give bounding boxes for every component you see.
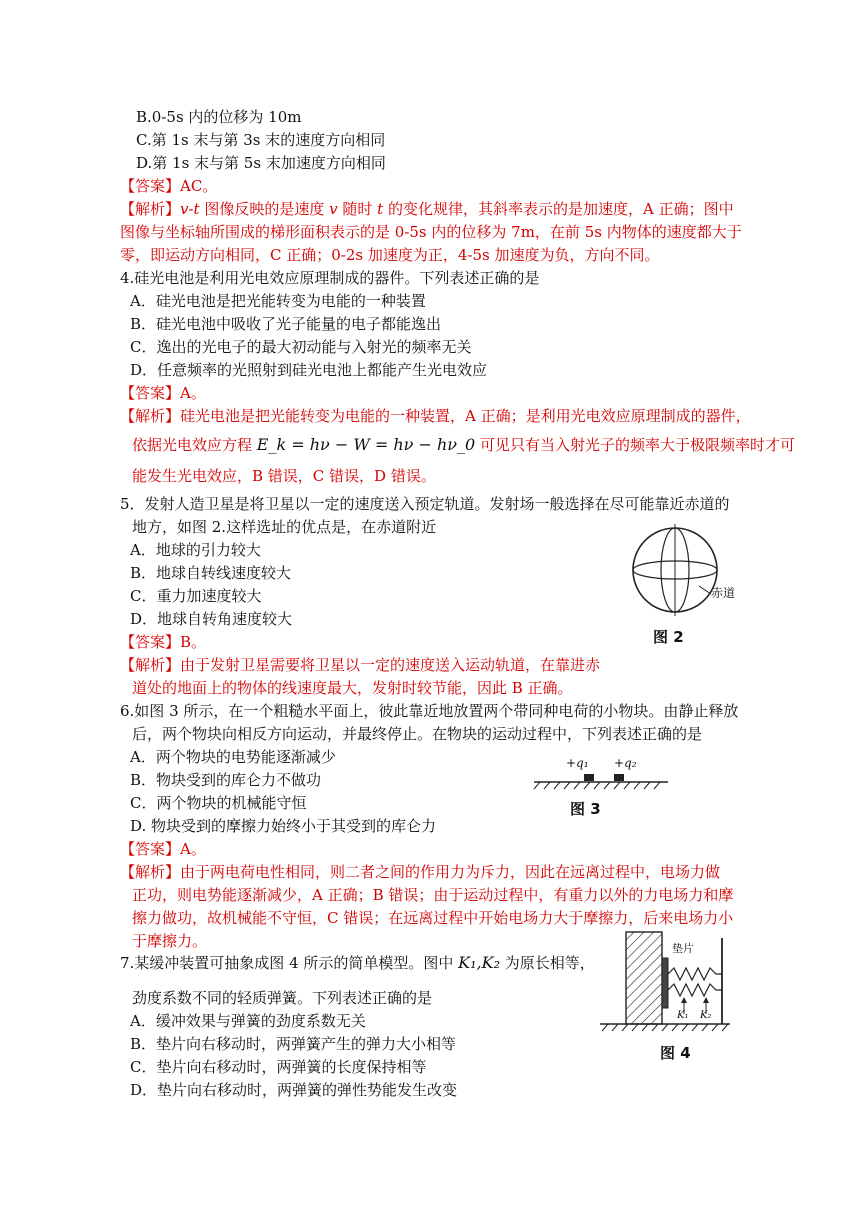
pad-label: 垫片 [672,942,694,955]
text-run: 为原长相等， [500,954,595,972]
figure-2-caption: 图 2 [653,628,684,646]
explanation-label: 【解析】 [120,200,181,218]
q6-option-b: B．物块受到的库仑力不做功 [130,771,322,789]
q6-answer: 【答案】A。 [120,840,206,858]
figure-3 [532,756,672,826]
q3-option-d: D.第 1s 末与第 5s 末加速度方向相同 [136,154,386,172]
q7-stem-line-1 [120,950,595,976]
q6-explanation-line-4: 于摩擦力。 [132,932,208,950]
text-run: 可见只有当入射光子的频率大于极限频率时才可 [475,436,795,454]
q7-option-b: B．垫片向右移动时，两弹簧产生的弹力大小相等 [130,1035,457,1053]
q5-explanation-line-1 [120,654,600,676]
q5-answer: 【答案】B。 [120,633,207,651]
q3-explanation-line-2: 图像与坐标轴所围成的梯形面积表示的是 0-5s 内的位移为 7m，在前 5s 内物体的速度都大于 [120,223,742,241]
q5-option-a: A．地球的引力较大 [130,541,261,559]
q3-answer: 【答案】AC。 [120,177,218,195]
text-run: 的变化规律，其斜率表示的是加速度，A 正确；图中 [383,200,734,218]
q5-stem-line-1: 5．发射人造卫星是将卫星以一定的速度送入预定轨道。发射场一般选择在尽可能靠近赤道的 [120,495,730,513]
q3-option-b: B.0-5s 内的位移为 10m [136,108,302,126]
springs-symbol: K₁,K₂ [458,953,500,972]
q6-stem-line-2: 后，两个物块向相反方向运动，并最终停止。在物块的运动过程中，下列表述正确的是 [132,725,703,743]
q4-option-d: D．任意频率的光照射到硅光电池上都能产生光电效应 [130,361,488,379]
text-run: 硅光电池是把光能转变为电能的一种装置，A 正确；是利用光电效应原理制成的器件， [180,407,751,425]
figure-3-caption: 图 3 [570,800,601,818]
q3-explanation-line-3: 零，即运动方向相同，C 正确；0-2s 加速度为正，4-5s 加速度为负，方向不同。 [120,246,660,264]
q4-option-b: B．硅光电池中吸收了光子能量的电子都能逸出 [130,315,442,333]
q6-option-a: A．两个物块的电势能逐渐减少 [130,748,336,766]
text-run: 由于两电荷电性相同，则二者之间的作用力为斥力，因此在远离过程中，电场力做 [180,863,721,881]
q7-option-c: C．垫片向右移动时，两弹簧的长度保持相等 [130,1058,427,1076]
q5-option-c: C．重力加速度较大 [130,587,262,605]
figure-4 [598,928,738,1068]
photoelectric-equation: E_k = hν − W = hν − hν_0 [256,435,476,454]
q4-option-a: A．硅光电池是把光能转变为电能的一种装置 [130,292,426,310]
var-v: v [329,200,338,218]
q5-option-d: D．地球自转角速度较大 [130,610,293,628]
q5-stem-line-2: 地方，如图 2.这样选址的优点是，在赤道附近 [132,518,437,536]
text-run: 7.某缓冲装置可抽象成图 4 所示的简单模型。图中 [120,954,459,972]
q6-explanation-line-1 [120,861,720,883]
text-run: 图像反映的是速度 [199,200,330,218]
vt-term: v-t [180,200,200,218]
figure-4-caption: 图 4 [660,1044,691,1062]
explanation-label: 【解析】 [120,863,181,881]
q7-option-a: A．缓冲效果与弹簧的劲度系数无关 [130,1012,366,1030]
q6-stem-line-1: 6.如图 3 所示，在一个粗糙水平面上，彼此靠近地放置两个带同种电荷的小物块。由静止释放 [120,702,739,720]
spring-k1-label: K₁ [677,1010,689,1021]
q4-explanation-line-2 [132,432,795,458]
charges-diagram [532,756,672,826]
q6-explanation-line-3: 擦力做功，故机械能不守恒，C 错误；在远离过程中开始电场力大于摩擦力，后来电场力小 [132,909,734,927]
text-run: 由于发射卫星需要将卫星以一定的速度送入运动轨道，在靠进赤 [180,656,601,674]
q4-answer: 【答案】A。 [120,384,206,402]
q3-explanation-line-1 [120,198,734,220]
q6-option-d: D. 物块受到的摩擦力始终小于其受到的库仑力 [130,817,437,835]
charge-q2-label: +q₂ [614,756,637,770]
charge-q1-label: +q₁ [566,756,589,770]
q4-option-c: C．逸出的光电子的最大初动能与入射光的频率无关 [130,338,472,356]
text-run: 依据光电效应方程 [132,436,257,454]
q6-explanation-line-2: 正功，则电势能逐渐减少，A 正确；B 错误；由于运动过程中，有重力以外的力电场力和摩 [132,886,734,904]
figure-2 [625,522,745,652]
explanation-label: 【解析】 [120,656,181,674]
q5-option-b: B．地球自转线速度较大 [130,564,292,582]
explanation-label: 【解析】 [120,407,181,425]
q4-explanation-line-1 [120,405,751,427]
spring-k2-label: K₂ [700,1010,712,1021]
text-run: 随时 [337,200,378,218]
q4-stem: 4.硅光电池是利用光电效应原理制成的器件。下列表述正确的是 [120,269,540,287]
q4-explanation-line-3: 能发生光电效应，B 错误，C 错误，D 错误。 [132,467,436,485]
var-t: t [377,200,384,218]
q7-option-d: D．垫片向右移动时，两弹簧的弹性势能发生改变 [130,1081,458,1099]
q6-option-c: C．两个物块的机械能守恒 [130,794,307,812]
q7-stem-line-2: 劲度系数不同的轻质弹簧。下列表述正确的是 [132,989,433,1007]
q5-explanation-line-2: 道处的地面上的物体的线速度最大，发射时较节能，因此 B 正确。 [132,679,573,697]
q3-option-c: C.第 1s 末与第 3s 末的速度方向相同 [136,131,386,149]
equator-label: 赤道 [711,586,736,600]
